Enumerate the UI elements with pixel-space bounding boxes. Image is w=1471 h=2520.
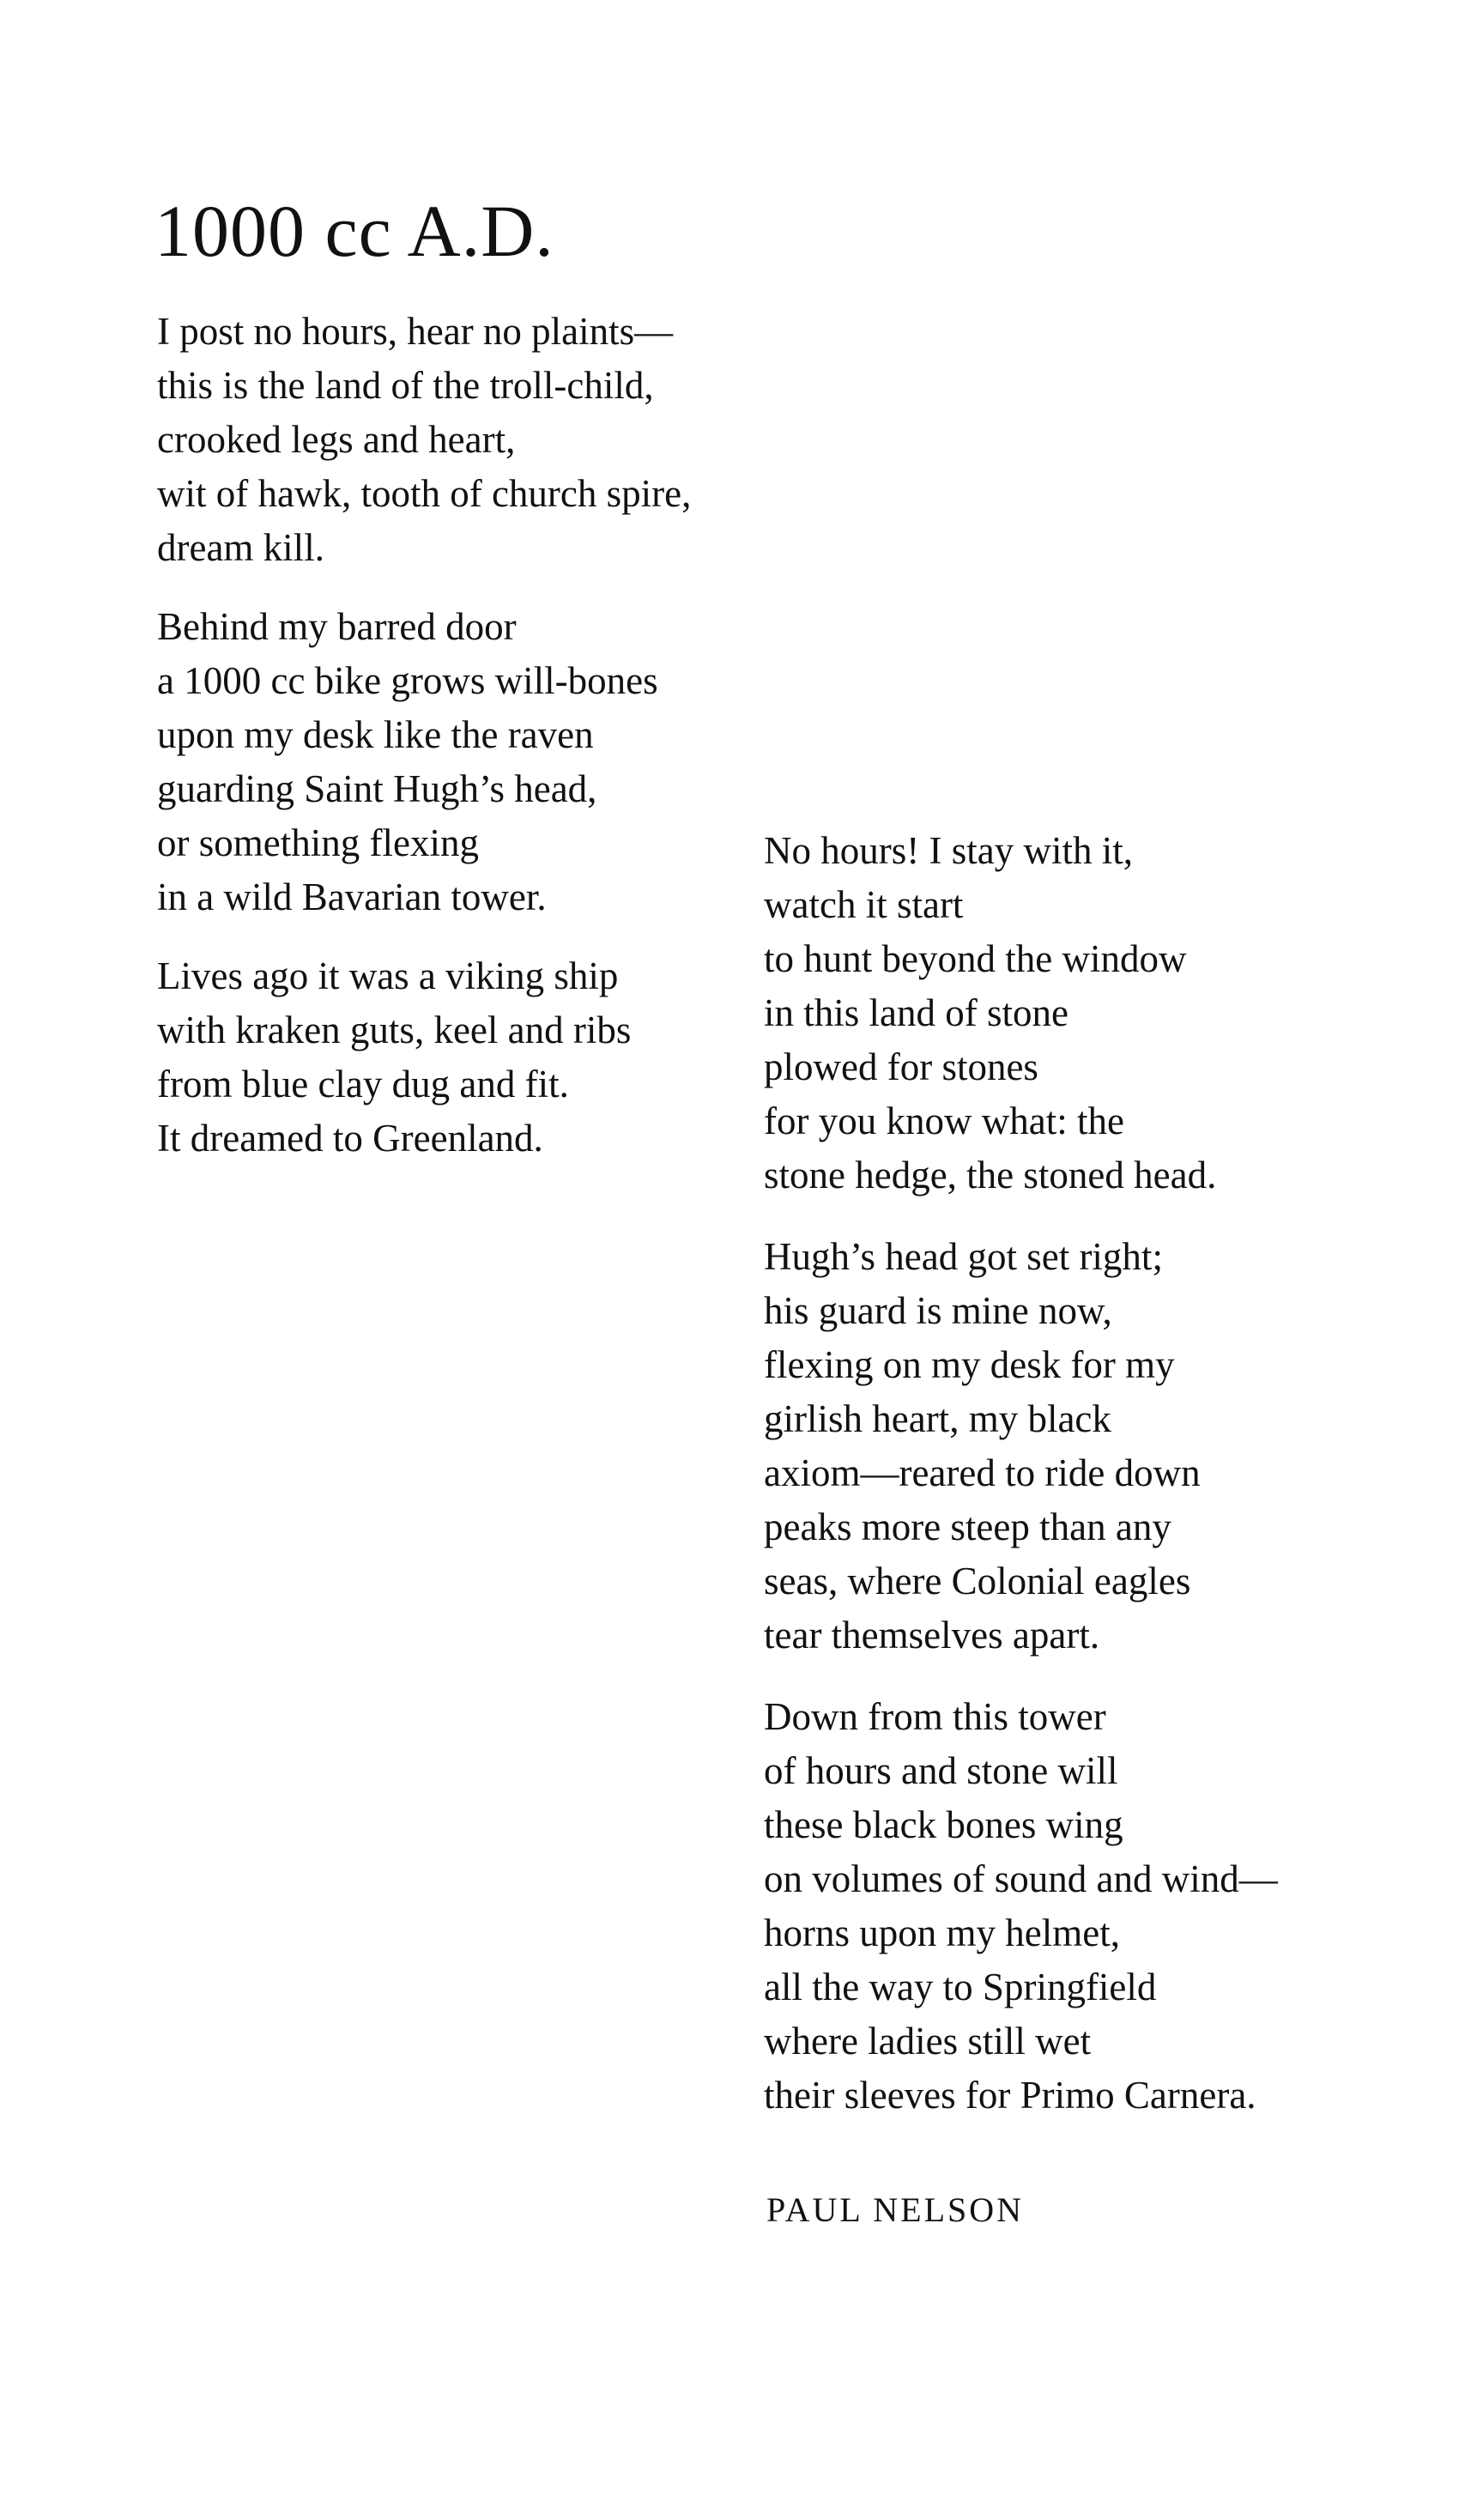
poem-line: or something flexing: [157, 821, 479, 864]
right-column: [764, 824, 1278, 2123]
author-name: PAUL NELSON: [766, 2190, 1025, 2229]
stanza-1: [157, 305, 691, 575]
poem-line: their sleeves for Primo Carnera.: [764, 2074, 1256, 2117]
stanza-5: [764, 1230, 1278, 1663]
poem-line: No hours! I stay with it,: [764, 829, 1133, 872]
poem-line: on volumes of sound and wind—: [764, 1857, 1278, 1900]
poem-line: Hugh’s head got set right;: [764, 1235, 1163, 1278]
stanza-3: [157, 949, 691, 1166]
poem-line: upon my desk like the raven: [157, 713, 594, 756]
stanza-6: [764, 1690, 1278, 2123]
poem-line: I post no hours, hear no plaints—: [157, 310, 674, 353]
poem-line: with kraken guts, keel and ribs: [157, 1009, 632, 1051]
poem-line: all the way to Springfield: [764, 1966, 1157, 2008]
poem-line: to hunt beyond the window: [764, 937, 1187, 980]
stanza-4: [764, 824, 1278, 1202]
poem-line: peaks more steep than any: [764, 1505, 1171, 1548]
poem-line: this is the land of the troll-child,: [157, 364, 654, 407]
poem-line: tear themselves apart.: [764, 1614, 1100, 1657]
stanza-2: [157, 600, 691, 924]
poem-line: in a wild Bavarian tower.: [157, 875, 547, 918]
poem-line: his guard is mine now,: [764, 1289, 1112, 1332]
poem-line: Behind my barred door: [157, 605, 517, 648]
poem-line: stone hedge, the stoned head.: [764, 1154, 1217, 1196]
poem-line: axiom—reared to ride down: [764, 1451, 1201, 1494]
poem-line: these black bones wing: [764, 1803, 1123, 1846]
poem-title: 1000 cc A.D.: [154, 190, 554, 272]
poem-line: Down from this tower: [764, 1695, 1106, 1738]
poem-line: for you know what: the: [764, 1099, 1124, 1142]
poem-line: a 1000 cc bike grows will-bones: [157, 659, 658, 702]
poem-line: horns upon my helmet,: [764, 1911, 1120, 1954]
poem-line: girlish heart, my black: [764, 1397, 1111, 1440]
poem-line: seas, where Colonial eagles: [764, 1560, 1191, 1602]
poem-line: in this land of stone: [764, 991, 1068, 1034]
poem-line: from blue clay dug and fit.: [157, 1063, 569, 1106]
poem-line: dream kill.: [157, 526, 324, 569]
poem-line: guarding Saint Hugh’s head,: [157, 767, 597, 810]
poem-line: Lives ago it was a viking ship: [157, 954, 619, 997]
poem-line: It dreamed to Greenland.: [157, 1117, 543, 1160]
poem-line: where ladies still wet: [764, 2020, 1092, 2063]
poem-line: flexing on my desk for my: [764, 1343, 1175, 1386]
poem-line: of hours and stone will: [764, 1749, 1118, 1792]
poem-line: crooked legs and heart,: [157, 418, 516, 461]
poem-line: plowed for stones: [764, 1045, 1038, 1088]
poem-line: watch it start: [764, 883, 964, 926]
left-column: [157, 305, 691, 1166]
poem-line: wit of hawk, tooth of church spire,: [157, 472, 692, 515]
